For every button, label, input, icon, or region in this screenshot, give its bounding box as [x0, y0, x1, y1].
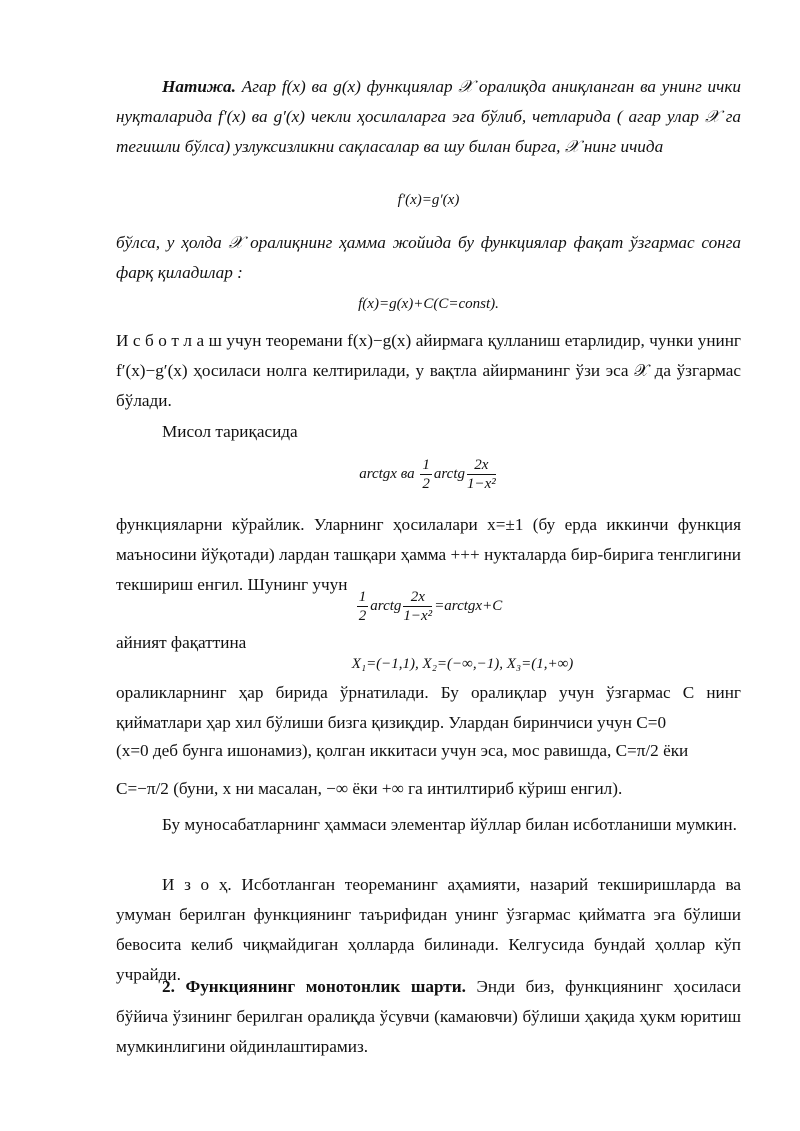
intervals-paragraph-b: (x=0 деб бунга ишонамиз), қолган иккитаси учун эса, мос равишда, C=π/2 ёки [116, 741, 689, 760]
conclusion-paragraph: бўлса, у ҳолда 𝒳 оралиқнинг ҳамма жойида бу функциялар фақат ўзгармас сонга фарқ қиладилар : [116, 233, 741, 282]
equation-intervals: X₁=(−1,1), X₂=(−∞,−1), X₃=(1,+∞) [351, 656, 574, 672]
arctg-fraction: $\frac{2x}{\text{1−x²}}$ [467, 457, 496, 492]
half-fraction: $\frac{1}{2}$ [422, 457, 430, 492]
equation-identity: $\frac{1}{2}$ arctg $\frac{2x}{\text{1−x²}}$ =arctgx+C [358, 589, 503, 624]
section-heading: 2. Функциянинг монотонлик шарти. [162, 977, 466, 996]
example-intro: Мисол тариқасида [162, 422, 298, 441]
result-paragraph [116, 72, 741, 162]
proof-paragraph: И с б о т л а ш учун теоремани f(x)−g(x) айирмага қулланиш етарлидир, чунки унинг f′(x)−g′(x) ҳосиласи нолга келтирилади, у вақтла айирманинг ўзи эса 𝒳 да ўзгармас бўлади. [116, 331, 741, 410]
derivatives-paragraph: функцияларни кўрайлик. Уларнинг ҳосилалари x=±1 (бу ерда иккинчи функция маъносини йўқотади) лардан ташқари ҳамма +++ нукталарда бир-бирига тенглигини текшириш енгил. Шунинг учун [116, 515, 741, 594]
equation-derivatives-equal: f′(x)=g′(x) [397, 192, 460, 208]
remark-paragraph: И з о ҳ. Исботланган теореманинг аҳамияти, назарий текширишларда ва умуман берилган функциянинг таърифидан унинг ўзгармас қийматга эга бўлиши бевосита келиб чиқмайдиган ҳолларда билинади. Келгусида бундай ҳоллар кўп учрайди. [116, 875, 741, 984]
monotonicity-section [116, 972, 741, 1062]
equation-example-functions: arctgx ва $\frac{1}{2}$ arctg $\frac{2x}{\text{1−x²}}$ [359, 457, 496, 492]
elementary-proof-paragraph: Бу муносабатларнинг ҳаммаси элементар йўллар билан исботланиши мумкин. [162, 815, 737, 834]
section-text: Энди биз, функциянинг ҳосиласи бўйича ўзининг берилган оралиқда ўсувчи (камаювчи) бўлиши ҳақида ҳукм юритиш мумкинлигини ойдинлаштирамиз. [116, 977, 741, 1056]
identity-holds-text: айният фақаттина [116, 633, 247, 652]
result-text: Агар f(x) ва g(x) функциялар 𝒳 оралиқда аниқланган ва унинг ички нуқталарида f′(x) ва g′(x) чекли ҳосилаларга эга бўлиб, четларида ( агар улар 𝒳 га тегишли бўлса) узлуксизликни сақласалар ва шу билан бирга, 𝒳 нинг ичида [116, 77, 741, 156]
result-lead: Натижа. [162, 77, 236, 96]
example-left: arctgx ва [359, 465, 415, 482]
intervals-paragraph-a: ораликларнинг ҳар бирида ўрнатилади. Бу оралиқлар учун ўзгармас C нинг қийматлари ҳар хил бўлиши бизга қизиқдир. Улардан биринчиси учун C=0 [116, 683, 741, 732]
equation-constant-difference: f(x)=g(x)+C(C=const). [358, 296, 499, 312]
intervals-paragraph-c: C=−π/2 (буни, x ни масалан, −∞ ёки +∞ га интилтириб кўриш енгил). [116, 779, 623, 798]
